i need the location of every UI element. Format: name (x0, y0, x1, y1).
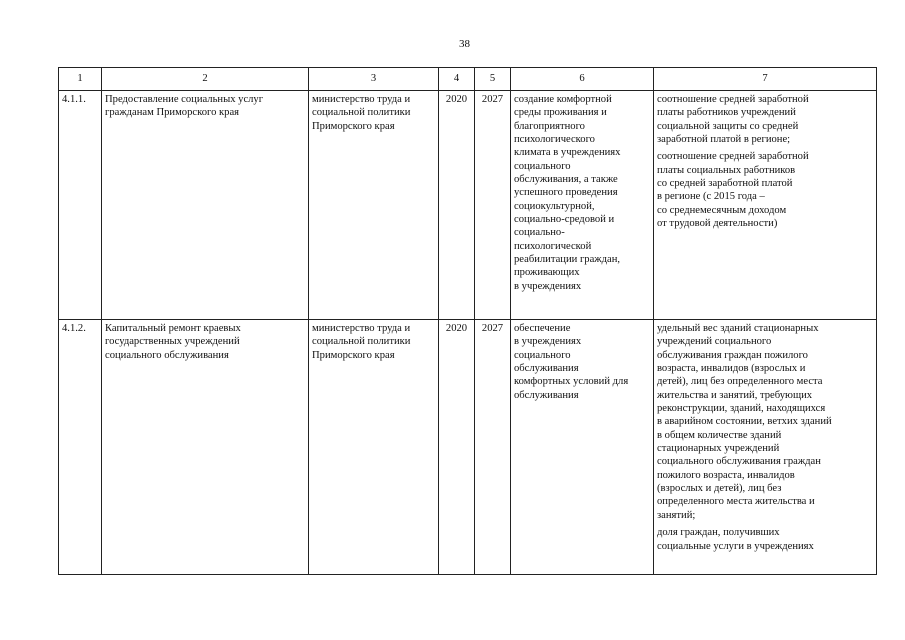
activity-name (102, 320, 309, 575)
activity-number: 4.1.2. (59, 320, 102, 575)
activity-number: 4.1.1. (59, 91, 102, 320)
expected-result-text: создание комфортной среды проживания и благоприятного психологического климата в учреждениях социального обслуживания, а также успешного проведения социокультурной, социально-средовой и социально- психологической реабилитации граждан, проживающих в учреждениях (514, 94, 621, 292)
end-year: 2027 (475, 320, 511, 575)
column-header: 3 (309, 68, 439, 91)
expected-result (511, 91, 654, 320)
program-activities-table (58, 67, 877, 575)
column-header: 1 (59, 68, 102, 91)
column-header: 7 (654, 68, 877, 91)
activity-name (102, 91, 309, 320)
column-header: 6 (511, 68, 654, 91)
column-header: 5 (475, 68, 511, 91)
table-row (59, 91, 877, 320)
indicator-text: соотношение средней заработной платы работников учреждений социальной защиты со средней заработной платой в регионе; (657, 94, 809, 146)
indicators (654, 320, 877, 575)
expected-result-text: обеспечение в учреждениях социального обслуживания комфортных условий для обслуживания (514, 323, 629, 401)
indicator-text: удельный вес зданий стационарных учреждений социального обслуживания граждан пожилого возраста, инвалидов (взрослых и детей), лиц без определенного места жительства и занятий, требующих реконструкции, зданий, находящихся в аварийном состоянии, ветхих зданий в общем количестве зданий стационарных учреждений социального обслуживания граждан пожилого возраста, инвалидов (взрослых и детей), лиц без определенного места жительства и занятий; (657, 323, 832, 521)
indicators (654, 91, 877, 320)
start-year: 2020 (439, 320, 475, 575)
start-year: 2020 (439, 91, 475, 320)
page-number: 38 (459, 38, 470, 50)
expected-result (511, 320, 654, 575)
column-header: 4 (439, 68, 475, 91)
table-header-row (59, 68, 877, 91)
table-row (59, 320, 877, 575)
activity-name-text: Капитальный ремонт краевых государственных учреждений социального обслуживания (105, 323, 241, 361)
indicator-text: доля граждан, получивших социальные услуги в учреждениях (657, 527, 814, 552)
column-header: 2 (102, 68, 309, 91)
activity-executor (309, 320, 439, 575)
indicator-text: соотношение средней заработной платы социальных работников со средней заработной платой в регионе (с 2015 года – со среднемесячным доходом от трудовой деятельности) (657, 151, 809, 230)
activity-name-text: Предоставление социальных услуг гражданам Приморского края (105, 94, 264, 119)
end-year: 2027 (475, 91, 511, 320)
executor-text: министерство труда и социальной политики Приморского края (312, 94, 411, 132)
activity-executor (309, 91, 439, 320)
executor-text: министерство труда и социальной политики Приморского края (312, 323, 411, 361)
